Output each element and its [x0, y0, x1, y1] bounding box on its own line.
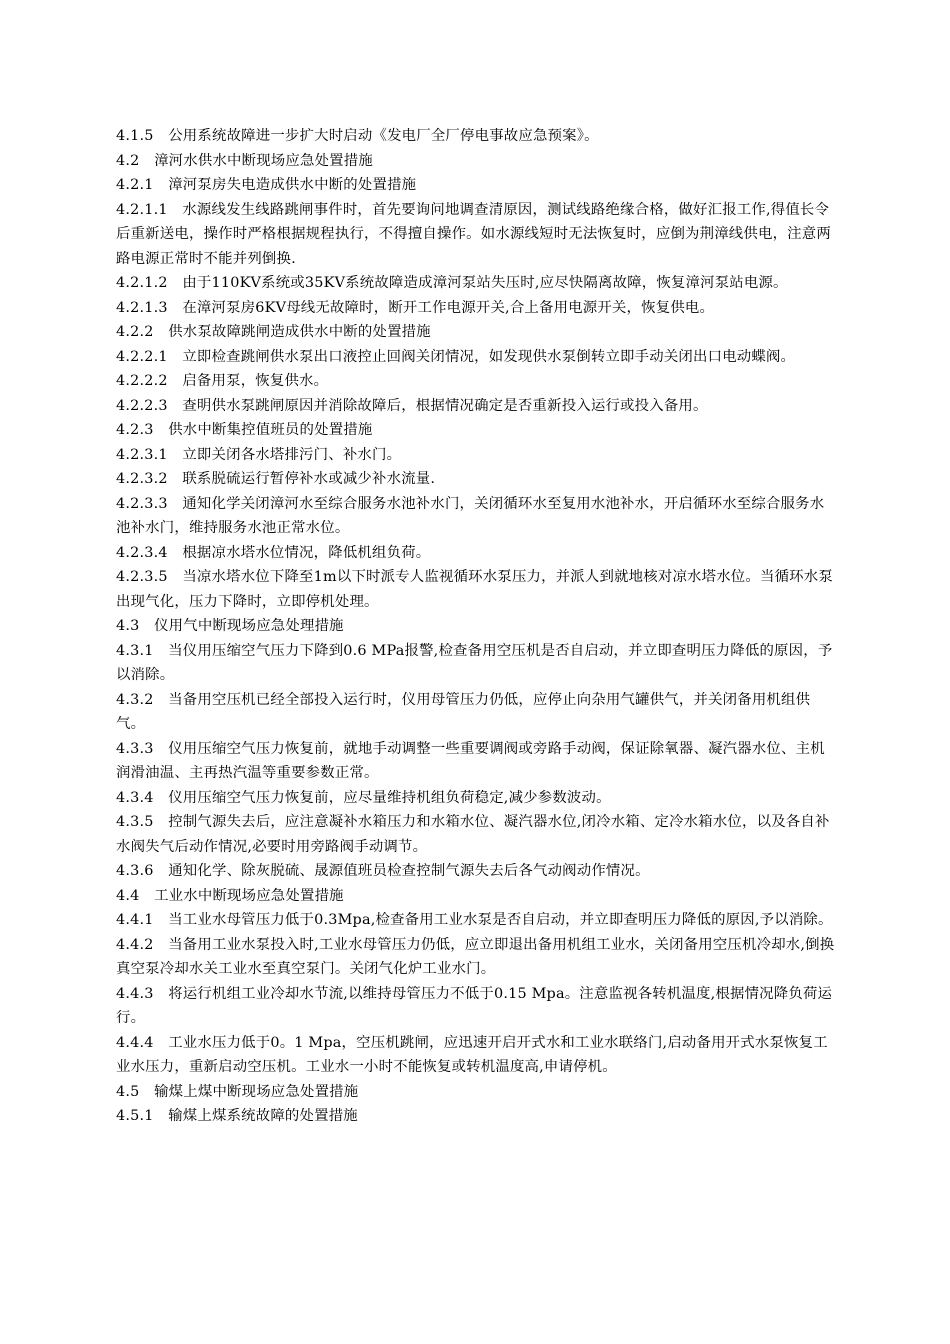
paragraph-4-3-6: 4.3.6 通知化学、除灰脱硫、晟源值班员检查控制气源失去后各气动阀动作情况。	[116, 863, 650, 879]
paragraph-4-2-3-1: 4.2.3.1 立即关闭各水塔排污门、补水门。	[116, 446, 402, 463]
paragraph-4-3-4: 4.3.4 仪用压缩空气压力恢复前，应尽量维持机组负荷稳定,减少参数波动。	[116, 789, 611, 806]
paragraph-4-2-1-1: 4.2.1.1 水源线发生线路跳闸事件时，首先要询问地调查清原因，测试线路绝缘合格，做好汇报工作,得值长令后重新送电，操作时严格根据规程执行，不得擅自操作。如水源线短时无法恢复时，应倒为荆漳线供电，注意两路电源正常时不能并列倒换.	[116, 201, 831, 267]
paragraph-4-2-2-2: 4.2.2.2 启备用泵，恢复供水。	[116, 373, 329, 389]
heading-4-3: 4.3 仪用气中断现场应急处理措施	[116, 618, 344, 634]
paragraph-4-2-2-3: 4.2.2.3 查明供水泵跳闸原因并消除故障后，根据情况确定是否重新投入运行或投入备用。	[116, 397, 708, 414]
heading-4-5-1: 4.5.1 输煤上煤系统故障的处置措施	[116, 1108, 358, 1124]
heading-4-2-2: 4.2.2 供水泵故障跳闸造成供水中断的处置措施	[116, 324, 431, 340]
paragraph-4-3-1: 4.3.1 当仪用压缩空气压力下降到0.6 MPa报警,检查备用空压机是否自启动，并立即查明压力降低的原因，予以消除。	[116, 642, 833, 683]
paragraph-4-3-2: 4.3.2 当备用空压机已经全部投入运行时，仪用母管压力仍低，应停止向杂用气罐供气，并关闭备用机组供气。	[116, 691, 811, 732]
paragraph-4-1-5: 4.1.5 公用系统故障进一步扩大时启动《发电厂全厂停电事故应急预案》。	[116, 128, 599, 144]
document-page	[116, 124, 838, 1129]
heading-4-2-1: 4.2.1 漳河泵房失电造成供水中断的处置措施	[116, 177, 417, 193]
heading-4-4: 4.4 工业水中断现场应急处置措施	[116, 887, 344, 904]
paragraph-4-2-2-1: 4.2.2.1 立即检查跳闸供水泵出口液控止回阀关闭情况，如发现供水泵倒转立即手动关闭出口电动蝶阀。	[116, 348, 796, 365]
paragraph-4-3-5: 4.3.5 控制气源失去后，应注意凝补水箱压力和水箱水位、凝汽器水位,闭冷水箱、定冷水箱水位，以及各自补水阀失气后动作情况,必要时用旁路阀手动调节。	[116, 814, 830, 855]
heading-4-2: 4.2 漳河水供水中断现场应急处置措施	[116, 152, 373, 169]
paragraph-4-2-3-4: 4.2.3.4 根据凉水塔水位情况，降低机组负荷。	[116, 544, 431, 561]
paragraph-4-3-3: 4.3.3 仪用压缩空气压力恢复前，就地手动调整一些重要调阀或旁路手动阀，保证除氧器、凝汽器水位、主机润滑油温、主再热汽温等重要参数正常。	[116, 740, 825, 781]
paragraph-4-4-4: 4.4.4 工业水压力低于0。1 Mpa，空压机跳闸，应迅速开启开式水和工业水联络门,启动备用开式水泵恢复工业水压力，重新启动空压机。工业水一小时不能恢复或转机温度高,申请停机。	[116, 1034, 828, 1075]
paragraph-4-4-2: 4.4.2 当备用工业水泵投入时,工业水母管压力仍低，应立即退出备用机组工业水，关闭备用空压机冷却水,倒换真空泵冷却水关工业水至真空泵门。关闭气化炉工业水门。	[116, 936, 835, 977]
paragraph-4-2-3-5: 4.2.3.5 当凉水塔水位下降至1m以下时派专人监视循环水泵压力，并派人到就地核对凉水塔水位。当循环水泵出现气化，压力下降时，立即停机处理。	[116, 569, 833, 610]
heading-4-2-3: 4.2.3 供水中断集控值班员的处置措施	[116, 422, 373, 438]
paragraph-4-4-1: 4.4.1 当工业水母管压力低于0.3Mpa,检查备用工业水泵是否自启动，并立即查明压力降低的原因,予以消除。	[116, 912, 833, 928]
paragraph-4-2-1-2: 4.2.1.2 由于110KV系统或35KV系统故障造成漳河泵站失压时,应尽快隔离故障，恢复漳河泵站电源。	[116, 275, 788, 291]
paragraph-4-2-1-3: 4.2.1.3 在漳河泵房6KV母线无故障时，断开工作电源开关,合上备用电源开关，恢复供电。	[116, 299, 715, 316]
paragraph-4-2-3-3: 4.2.3.3 通知化学关闭漳河水至综合服务水池补水门，关闭循环水至复用水池补水，开启循环水至综合服务水池补水门，维持服务水池正常水位。	[116, 495, 825, 536]
heading-4-5: 4.5 输煤上煤中断现场应急处置措施	[116, 1083, 359, 1100]
paragraph-4-2-3-2: 4.2.3.2 联系脱硫运行暂停补水或减少补水流量.	[116, 471, 436, 487]
paragraph-4-4-3: 4.4.3 将运行机组工业冷却水节流,以维持母管压力不低于0.15 Mpa。注意监视各转机温度,根据情况降负荷运行。	[116, 985, 833, 1026]
